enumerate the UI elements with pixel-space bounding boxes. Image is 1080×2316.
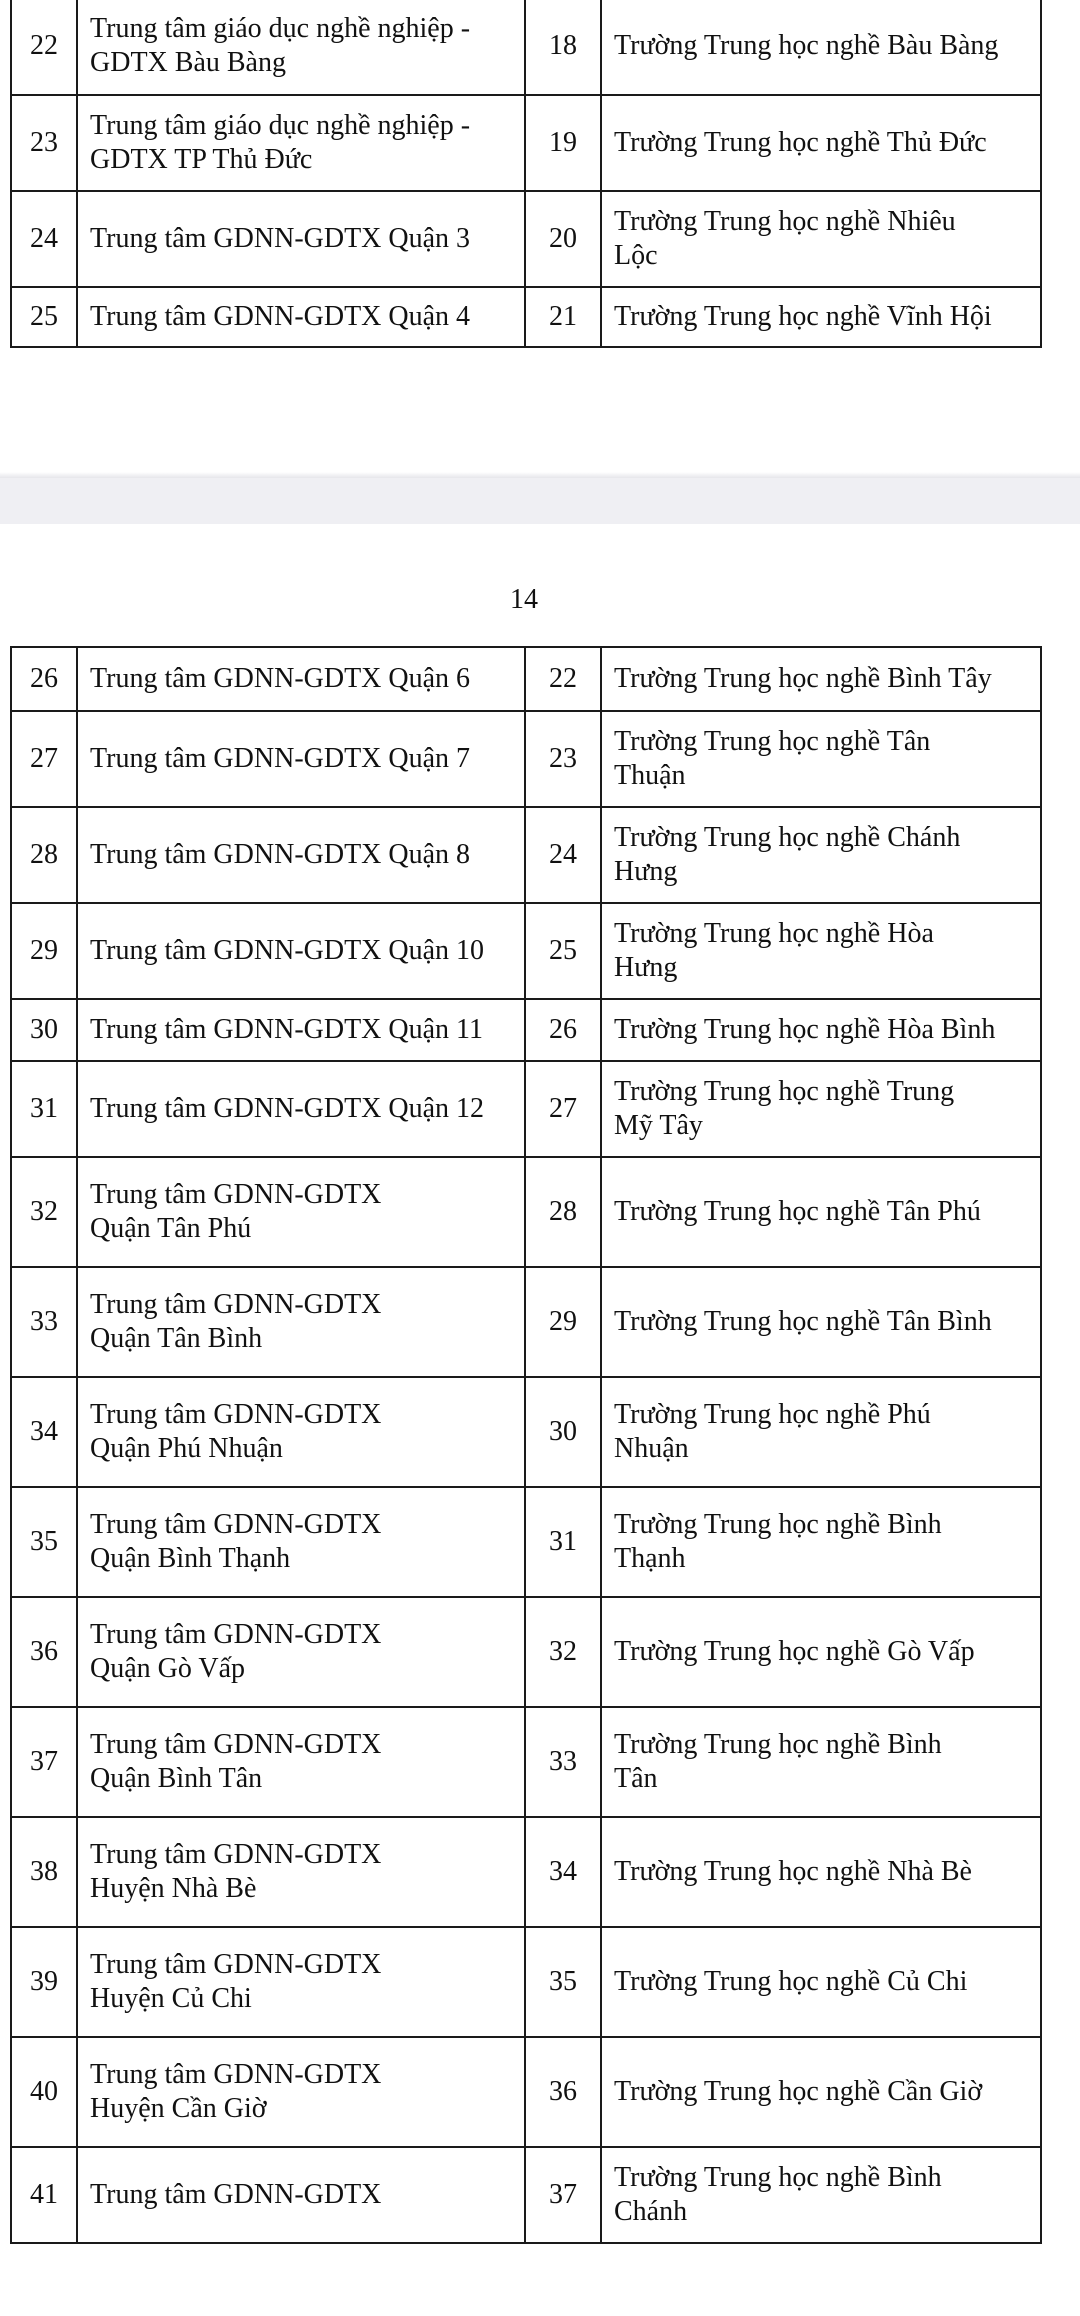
row-number-cell: 22 (11, 0, 77, 95)
row-number-cell: 28 (11, 807, 77, 903)
school-number-cell: 26 (525, 999, 601, 1061)
school-number-cell: 24 (525, 807, 601, 903)
center-name-cell: Trung tâm GDNN-GDTX Quận 7 (77, 711, 525, 807)
school-name-cell: Trường Trung học nghề Phú Nhuận (601, 1377, 1041, 1487)
school-number-cell: 29 (525, 1267, 601, 1377)
table-row (11, 287, 1041, 347)
table-row (11, 807, 1041, 903)
row-number-cell: 32 (11, 1157, 77, 1267)
center-name-cell: Trung tâm GDNN-GDTX Quận 8 (77, 807, 525, 903)
page-break-gap (0, 478, 1080, 524)
school-number-cell: 19 (525, 95, 601, 191)
center-name-cell: Trung tâm GDNN-GDTX Quận 4 (77, 287, 525, 347)
center-name-cell: Trung tâm GDNN-GDTX Quận 11 (77, 999, 525, 1061)
school-name-cell: Trường Trung học nghề Nhiêu Lộc (601, 191, 1041, 287)
school-name-cell: Trường Trung học nghề Gò Vấp (601, 1597, 1041, 1707)
table-row (11, 95, 1041, 191)
center-name-cell: Trung tâm GDNN-GDTX Quận Tân Phú (77, 1157, 525, 1267)
school-number-cell: 28 (525, 1157, 601, 1267)
table-row (11, 647, 1041, 711)
center-name-cell: Trung tâm GDNN-GDTX Huyện Cần Giờ (77, 2037, 525, 2147)
school-name-cell: Trường Trung học nghề Củ Chi (601, 1927, 1041, 2037)
school-name-cell: Trường Trung học nghề Thủ Đức (601, 95, 1041, 191)
table-row (11, 999, 1041, 1061)
row-number-cell: 38 (11, 1817, 77, 1927)
center-name-cell: Trung tâm GDNN-GDTX (77, 2147, 525, 2243)
table-row (11, 1927, 1041, 2037)
page-number: 14 (510, 584, 538, 615)
school-name-cell: Trường Trung học nghề Hòa Bình (601, 999, 1041, 1061)
table-row (11, 1707, 1041, 1817)
school-number-cell: 23 (525, 711, 601, 807)
center-name-cell: Trung tâm giáo dục nghề nghiệp - GDTX Bàu Bàng (77, 0, 525, 95)
school-number-cell: 32 (525, 1597, 601, 1707)
table-row (11, 711, 1041, 807)
school-number-cell: 34 (525, 1817, 601, 1927)
center-name-cell: Trung tâm GDNN-GDTX Quận Bình Thạnh (77, 1487, 525, 1597)
school-name-cell: Trường Trung học nghề Nhà Bè (601, 1817, 1041, 1927)
table-row (11, 191, 1041, 287)
center-name-cell: Trung tâm GDNN-GDTX Huyện Nhà Bè (77, 1817, 525, 1927)
school-name-cell: Trường Trung học nghề Bình Chánh (601, 2147, 1041, 2243)
center-name-cell: Trung tâm giáo dục nghề nghiệp - GDTX TP Thủ Đức (77, 95, 525, 191)
table-row (11, 903, 1041, 999)
school-number-cell: 22 (525, 647, 601, 711)
row-number-cell: 27 (11, 711, 77, 807)
table-row (11, 1267, 1041, 1377)
school-number-cell: 21 (525, 287, 601, 347)
row-number-cell: 26 (11, 647, 77, 711)
school-number-cell: 31 (525, 1487, 601, 1597)
row-number-cell: 24 (11, 191, 77, 287)
table-row (11, 1061, 1041, 1157)
school-name-cell: Trường Trung học nghề Tân Thuận (601, 711, 1041, 807)
school-name-cell: Trường Trung học nghề Trung Mỹ Tây (601, 1061, 1041, 1157)
row-number-cell: 40 (11, 2037, 77, 2147)
school-number-cell: 30 (525, 1377, 601, 1487)
school-number-cell: 33 (525, 1707, 601, 1817)
table-row (11, 1487, 1041, 1597)
school-name-cell: Trường Trung học nghề Tân Bình (601, 1267, 1041, 1377)
row-number-cell: 25 (11, 287, 77, 347)
school-number-cell: 36 (525, 2037, 601, 2147)
center-name-cell: Trung tâm GDNN-GDTX Huyện Củ Chi (77, 1927, 525, 2037)
row-number-cell: 35 (11, 1487, 77, 1597)
school-number-cell: 37 (525, 2147, 601, 2243)
school-name-cell: Trường Trung học nghề Chánh Hưng (601, 807, 1041, 903)
table-page-13-continuation (10, 0, 1042, 348)
center-name-cell: Trung tâm GDNN-GDTX Quận 10 (77, 903, 525, 999)
table-row (11, 1817, 1041, 1927)
school-name-cell: Trường Trung học nghề Bàu Bàng (601, 0, 1041, 95)
center-name-cell: Trung tâm GDNN-GDTX Quận 6 (77, 647, 525, 711)
table-row (11, 1597, 1041, 1707)
row-number-cell: 29 (11, 903, 77, 999)
school-name-cell: Trường Trung học nghề Tân Phú (601, 1157, 1041, 1267)
table-row (11, 1377, 1041, 1487)
school-name-cell: Trường Trung học nghề Hòa Hưng (601, 903, 1041, 999)
school-name-cell: Trường Trung học nghề Cần Giờ (601, 2037, 1041, 2147)
center-name-cell: Trung tâm GDNN-GDTX Quận Tân Bình (77, 1267, 525, 1377)
school-number-cell: 18 (525, 0, 601, 95)
school-name-cell: Trường Trung học nghề Bình Tây (601, 647, 1041, 711)
school-number-cell: 27 (525, 1061, 601, 1157)
row-number-cell: 31 (11, 1061, 77, 1157)
school-name-cell: Trường Trung học nghề Vĩnh Hội (601, 287, 1041, 347)
row-number-cell: 39 (11, 1927, 77, 2037)
school-name-cell: Trường Trung học nghề Bình Thạnh (601, 1487, 1041, 1597)
school-number-cell: 35 (525, 1927, 601, 2037)
center-name-cell: Trung tâm GDNN-GDTX Quận Phú Nhuận (77, 1377, 525, 1487)
row-number-cell: 33 (11, 1267, 77, 1377)
row-number-cell: 30 (11, 999, 77, 1061)
table-row (11, 1157, 1041, 1267)
school-number-cell: 20 (525, 191, 601, 287)
row-number-cell: 37 (11, 1707, 77, 1817)
center-name-cell: Trung tâm GDNN-GDTX Quận Gò Vấp (77, 1597, 525, 1707)
school-number-cell: 25 (525, 903, 601, 999)
row-number-cell: 23 (11, 95, 77, 191)
center-name-cell: Trung tâm GDNN-GDTX Quận 3 (77, 191, 525, 287)
row-number-cell: 34 (11, 1377, 77, 1487)
row-number-cell: 41 (11, 2147, 77, 2243)
center-name-cell: Trung tâm GDNN-GDTX Quận 12 (77, 1061, 525, 1157)
table-row (11, 2037, 1041, 2147)
table-row (11, 2147, 1041, 2243)
table-page-14 (10, 646, 1042, 2244)
row-number-cell: 36 (11, 1597, 77, 1707)
table-row (11, 0, 1041, 95)
center-name-cell: Trung tâm GDNN-GDTX Quận Bình Tân (77, 1707, 525, 1817)
school-name-cell: Trường Trung học nghề Bình Tân (601, 1707, 1041, 1817)
